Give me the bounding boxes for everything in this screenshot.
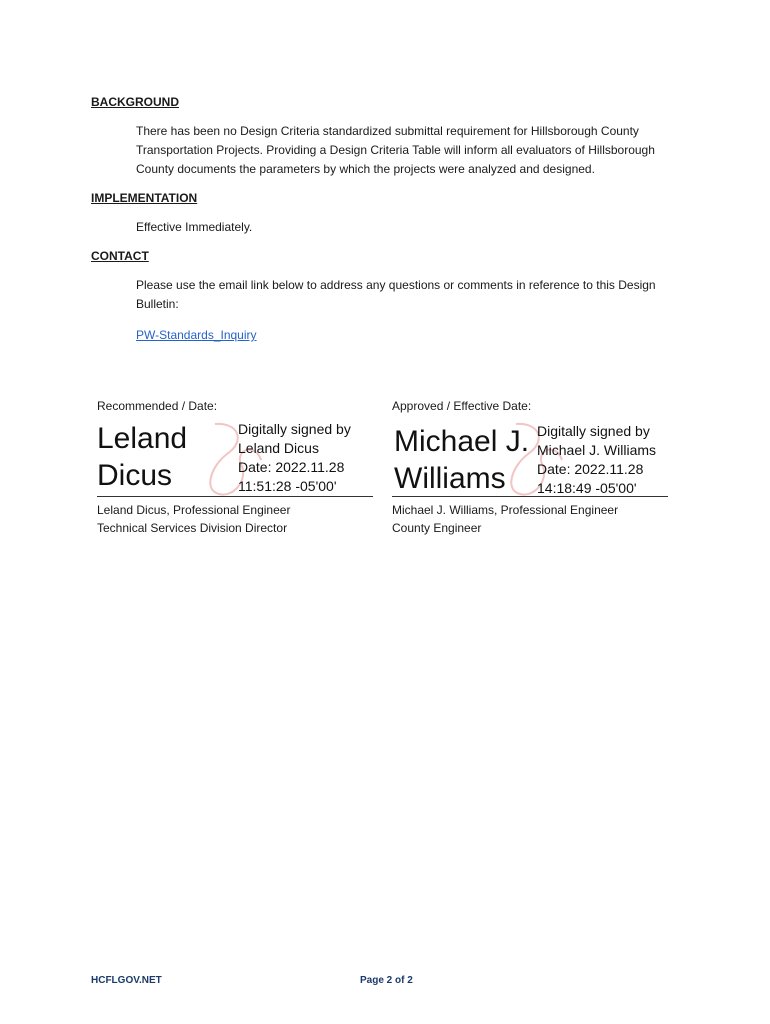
signer-caption-right [392, 501, 618, 537]
sig-detail-line: 14:18:49 -05'00' [537, 480, 637, 496]
sig-detail-line: Digitally signed by [238, 421, 351, 437]
signature-right [394, 420, 674, 500]
implementation-heading: IMPLEMENTATION [91, 191, 198, 205]
sig-detail-line: Leland Dicus [238, 440, 319, 456]
background-line-1: There has been no Design Criteria standardized submittal requirement for Hillsborough County [136, 124, 639, 138]
signer-first-name: Michael J. [394, 425, 530, 458]
signature-left [97, 420, 377, 500]
contact-paragraph [136, 276, 681, 314]
signer-first-name: Leland [97, 422, 188, 455]
sig-detail-line: 11:51:28 -05'00' [238, 478, 337, 494]
background-heading: BACKGROUND [91, 95, 179, 109]
implementation-text: Effective Immediately. [136, 220, 253, 234]
footer-page-number: Page 2 of 2 [360, 975, 413, 986]
sig-detail-line: Date: 2022.11.28 [238, 459, 345, 475]
contact-line-2: Bulletin: [136, 297, 179, 311]
signer-role: County Engineer [392, 521, 482, 535]
signature-line-left [97, 496, 373, 497]
background-line-3: County documents the parameters by which the projects were analyzed and designed. [136, 162, 595, 176]
footer-site: HCFLGOV.NET [91, 975, 162, 986]
contact-heading: CONTACT [91, 249, 149, 263]
email-link[interactable]: PW-Standards_Inquiry [136, 328, 257, 342]
signature-line-right [392, 496, 668, 497]
background-paragraph [136, 122, 681, 179]
recommended-label: Recommended / Date: [97, 399, 218, 413]
signer-caption-left [97, 501, 290, 537]
background-line-2: Transportation Projects. Providing a Design Criteria Table will inform all evaluators of Hillsborough [136, 143, 655, 157]
signer-title: Michael J. Williams, Professional Engineer [392, 503, 619, 517]
digital-signature-details [238, 420, 351, 496]
sig-detail-line: Date: 2022.11.28 [537, 461, 644, 477]
signer-last-name: Williams [394, 462, 506, 495]
sig-detail-line: Michael J. Williams [537, 442, 657, 458]
signer-role: Technical Services Division Director [97, 521, 288, 535]
approved-label: Approved / Effective Date: [392, 399, 532, 413]
signer-last-name: Dicus [97, 459, 173, 492]
digital-signature-details [537, 422, 656, 498]
sig-detail-line: Digitally signed by [537, 423, 650, 439]
contact-line-1: Please use the email link below to address any questions or comments in reference to this Design [136, 278, 656, 292]
signer-title: Leland Dicus, Professional Engineer [97, 503, 291, 517]
